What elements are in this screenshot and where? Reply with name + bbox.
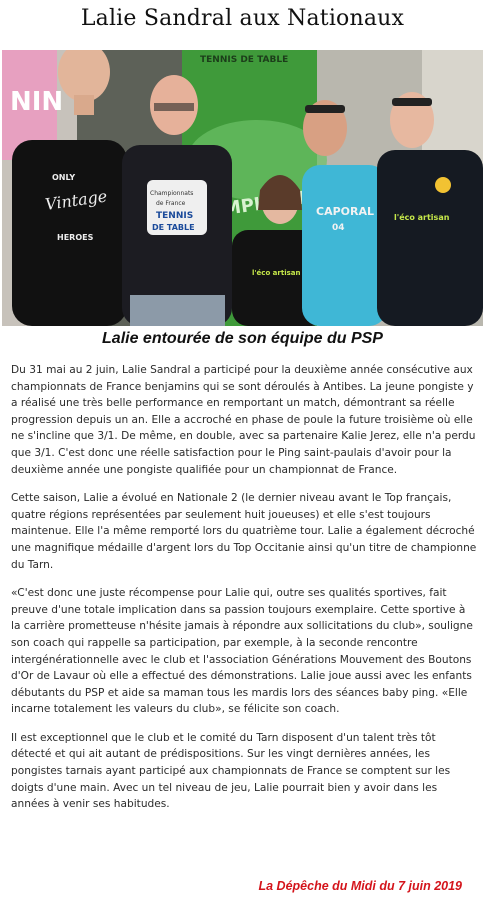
svg-text:TENNIS: TENNIS bbox=[156, 211, 194, 221]
article-paragraph: Du 31 mai au 2 juin, Lalie Sandral a participé pour la deuxième année consécutive aux championnats de France benjamins qui se sont déroulés à Antibes. La jeune pongiste y a réalisé une très belle performance en remportant un match, démontrant sa réelle progression depuis un an. Elle a accroché en phase de poule la future troisième où elle ne s'incline que 3/1. De même, en double, avec sa partenaire Kalie Jerez, elle n'a perdu que 3/1. C'est donc une réelle satisfaction pour le Ping saint-paulais d'avoir pour la deuxième année une pongiste qualifiée pour un championnat de France. bbox=[11, 364, 476, 476]
article-source: La Dépêche du Midi du 7 juin 2019 bbox=[258, 879, 462, 893]
group-photo bbox=[2, 50, 483, 326]
svg-text:de France: de France bbox=[156, 200, 186, 207]
svg-text:Vintage: Vintage bbox=[43, 186, 109, 214]
svg-text:HEROES: HEROES bbox=[57, 233, 94, 242]
svg-text:NIN: NIN bbox=[10, 87, 64, 117]
article-body bbox=[11, 362, 477, 825]
svg-text:l'éco artisan: l'éco artisan bbox=[394, 213, 450, 222]
svg-text:TENNIS DE TABLE: TENNIS DE TABLE bbox=[200, 55, 289, 65]
svg-text:CAPORAL: CAPORAL bbox=[316, 205, 374, 218]
article-paragraph: Cette saison, Lalie a évolué en Nationale 2 (le dernier niveau avant le Top français, quatre régions représentées par seulement huit joueuses) et elle s'est toujours maintenue. Elle l'a même remporté lors du quatrième tour. Lalie a également décroché une magnifique médaille d'argent lors du Top Occitanie ainsi qu'un titre de championne du Tarn. bbox=[11, 492, 477, 571]
article-paragraph: Il est exceptionnel que le club et le comité du Tarn disposent d'un talent très tôt détecté et qui ait autant de prédispositions. Sur les vingt dernières années, les pongistes tarnais ayant participé aux championnats de France se comptent sur les doigts d'une main. Avec un tel niveau de jeu, Lalie pourrait bien y avoir dans les années à venir ses habitudes. bbox=[11, 731, 451, 811]
photo-caption: Lalie entourée de son équipe du PSP bbox=[102, 330, 383, 347]
svg-text:Championnats: Championnats bbox=[150, 190, 194, 197]
svg-text:04: 04 bbox=[332, 223, 345, 233]
article-paragraph: «C'est donc une juste récompense pour Lalie qui, outre ses qualités sportives, fait preuve d'une totale implication dans sa passion toujours exemplaire. Cette sportive à la carrière prometteuse n'hésite jamais à répondre aux sollicitations du club», souligne son coach qui rappelle sa participation, par exemple, à la seconde rencontre intergénérationnelle avec le club et l'association Générations Mouvement des Boutons d'Or de Lavaur où elle a effectué des démonstrations. Lalie joue aussi avec les enfants débutants du PSP et aide sa maman tous les mardis lors des séances baby ping. «Elle incarne totalement les valeurs du club», se félicite son coach. bbox=[11, 587, 473, 716]
svg-text:l'éco artisan: l'éco artisan bbox=[252, 269, 301, 277]
svg-text:DE TABLE: DE TABLE bbox=[152, 223, 195, 232]
page-title: Lalie Sandral aux Nationaux bbox=[80, 6, 405, 31]
svg-text:ONLY: ONLY bbox=[52, 173, 76, 182]
